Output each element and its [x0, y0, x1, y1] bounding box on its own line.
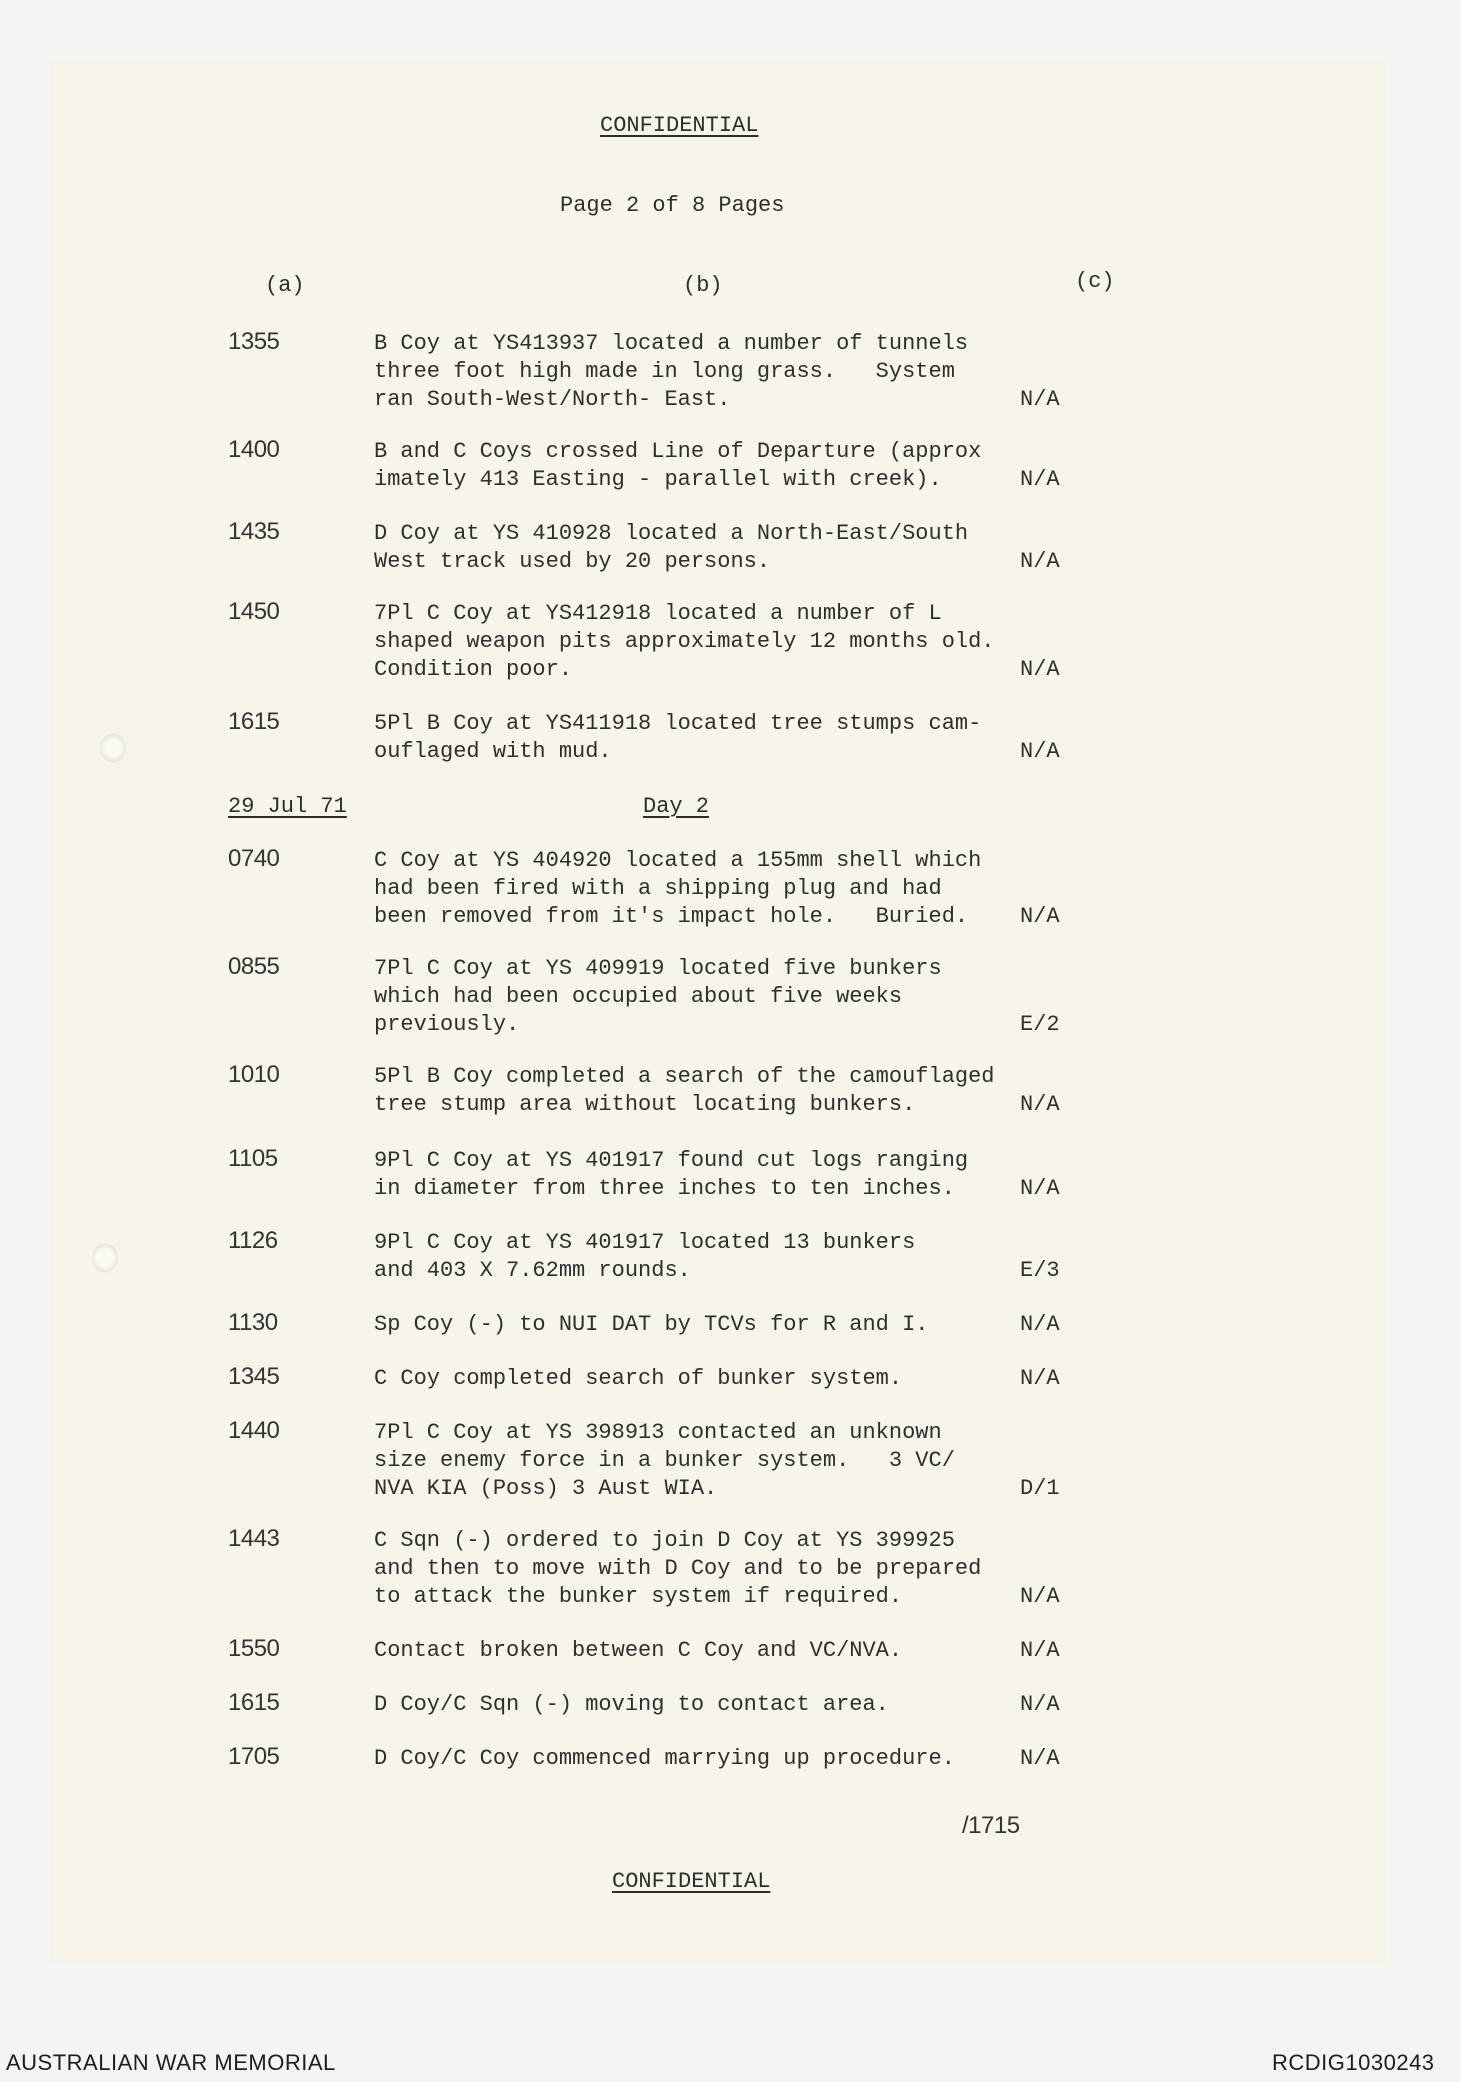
entry-time: 1450 [228, 598, 280, 625]
entry-text-line: B and C Coys crossed Line of Departure (approx [374, 439, 982, 464]
date-label: 29 Jul 71 [228, 794, 347, 819]
page-info: Page 2 of 8 Pages [560, 193, 785, 218]
entry-time: 1435 [228, 518, 280, 545]
classification-top: CONFIDENTIAL [600, 113, 759, 138]
day-label: Day 2 [643, 794, 710, 819]
entry-code: N/A [1020, 657, 1060, 682]
entry-text-line: to attack the bunker system if required. [374, 1584, 903, 1609]
entry-text-line: 7Pl C Coy at YS 409919 located five bunkers [374, 956, 942, 981]
entry-text-line: Condition poor. [374, 657, 573, 682]
entry-text-line: had been fired with a shipping plug and had [374, 876, 942, 901]
entry-code: E/2 [1020, 1012, 1060, 1037]
entry-code: N/A [1020, 904, 1060, 929]
entry-text-line: B Coy at YS413937 located a number of tunnels [374, 331, 969, 356]
entry-code: N/A [1020, 387, 1060, 412]
entry-time: 1126 [228, 1227, 278, 1254]
entry-text-line: C Coy at YS 404920 located a 155mm shell which [374, 848, 982, 873]
entry-code: N/A [1020, 1746, 1060, 1771]
entry-text-line: previously. [374, 1012, 520, 1037]
entry-time: 1010 [228, 1061, 280, 1088]
entry-text-line: size enemy force in a bunker system. 3 VC/ [374, 1448, 955, 1473]
entry-text-line: three foot high made in long grass. System [374, 359, 955, 384]
entry-code: N/A [1020, 1692, 1060, 1717]
entry-text-line: 9Pl C Coy at YS 401917 found cut logs ranging [374, 1148, 969, 1173]
continuation-time: /1715 [962, 1812, 1020, 1839]
entry-time: 1615 [228, 708, 280, 735]
archive-reference: RCDIG1030243 [1272, 2050, 1435, 2075]
entry-code: N/A [1020, 549, 1060, 574]
entry-text-line: ran South-West/North- East. [374, 387, 731, 412]
entry-text-line: ouflaged with mud. [374, 739, 612, 764]
entry-text-line: West track used by 20 persons. [374, 549, 771, 574]
entry-text-line: D Coy/C Coy commenced marrying up procedure. [374, 1746, 955, 1771]
entry-time: 0855 [228, 953, 280, 980]
entry-text-line: 7Pl C Coy at YS 398913 contacted an unknown [374, 1420, 942, 1445]
entry-text-line: D Coy/C Sqn (-) moving to contact area. [374, 1692, 889, 1717]
entry-time: 1400 [228, 436, 280, 463]
entry-text-line: and then to move with D Coy and to be prepared [374, 1556, 982, 1581]
entry-text-line: which had been occupied about five weeks [374, 984, 903, 1009]
entry-code: N/A [1020, 1638, 1060, 1663]
entry-text-line: C Sqn (-) ordered to join D Coy at YS 399925 [374, 1528, 955, 1553]
entry-time: 1550 [228, 1635, 280, 1662]
entry-code: N/A [1020, 1092, 1060, 1117]
entry-text-line: C Coy completed search of bunker system. [374, 1366, 903, 1391]
entry-text-line: Sp Coy (-) to NUI DAT by TCVs for R and I. [374, 1312, 929, 1337]
punch-hole-upper [100, 733, 126, 763]
entry-text-line: been removed from it's impact hole. Buried. [374, 904, 969, 929]
entry-text-line: in diameter from three inches to ten inches. [374, 1176, 955, 1201]
entry-time: 0740 [228, 845, 280, 872]
entry-text-line: D Coy at YS 410928 located a North-East/South [374, 521, 969, 546]
entry-time: 1355 [228, 328, 280, 355]
entry-code: N/A [1020, 1366, 1060, 1391]
entry-text-line: 7Pl C Coy at YS412918 located a number of L [374, 601, 942, 626]
column-header-b: (b) [683, 273, 723, 298]
entry-time: 1130 [228, 1309, 278, 1336]
entry-code: D/1 [1020, 1476, 1060, 1501]
entry-time: 1440 [228, 1417, 280, 1444]
entry-time: 1705 [228, 1743, 280, 1770]
entry-code: N/A [1020, 467, 1060, 492]
entry-text-line: shaped weapon pits approximately 12 months old. [374, 629, 995, 654]
entry-text-line: NVA KIA (Poss) 3 Aust WIA. [374, 1476, 718, 1501]
column-header-a: (a) [265, 273, 305, 298]
entry-code: N/A [1020, 739, 1060, 764]
entry-text-line: imately 413 Easting - parallel with creek). [374, 467, 942, 492]
entry-code: N/A [1020, 1312, 1060, 1337]
entry-text-line: tree stump area without locating bunkers. [374, 1092, 916, 1117]
entry-code: N/A [1020, 1584, 1060, 1609]
entry-text-line: 9Pl C Coy at YS 401917 located 13 bunkers [374, 1230, 916, 1255]
entry-time: 1105 [228, 1145, 278, 1172]
entry-time: 1615 [228, 1689, 280, 1716]
punch-hole-lower [92, 1243, 118, 1273]
entry-time: 1345 [228, 1363, 280, 1390]
entry-text-line: 5Pl B Coy at YS411918 located tree stumps cam- [374, 711, 982, 736]
archive-source: AUSTRALIAN WAR MEMORIAL [6, 2050, 336, 2075]
column-header-c: (c) [1075, 269, 1115, 294]
entry-text-line: 5Pl B Coy completed a search of the camouflaged [374, 1064, 995, 1089]
entry-time: 1443 [228, 1525, 280, 1552]
entry-text-line: Contact broken between C Coy and VC/NVA. [374, 1638, 903, 1663]
classification-bottom: CONFIDENTIAL [612, 1869, 771, 1894]
entry-code: E/3 [1020, 1258, 1060, 1283]
entry-code: N/A [1020, 1176, 1060, 1201]
entry-text-line: and 403 X 7.62mm rounds. [374, 1258, 691, 1283]
